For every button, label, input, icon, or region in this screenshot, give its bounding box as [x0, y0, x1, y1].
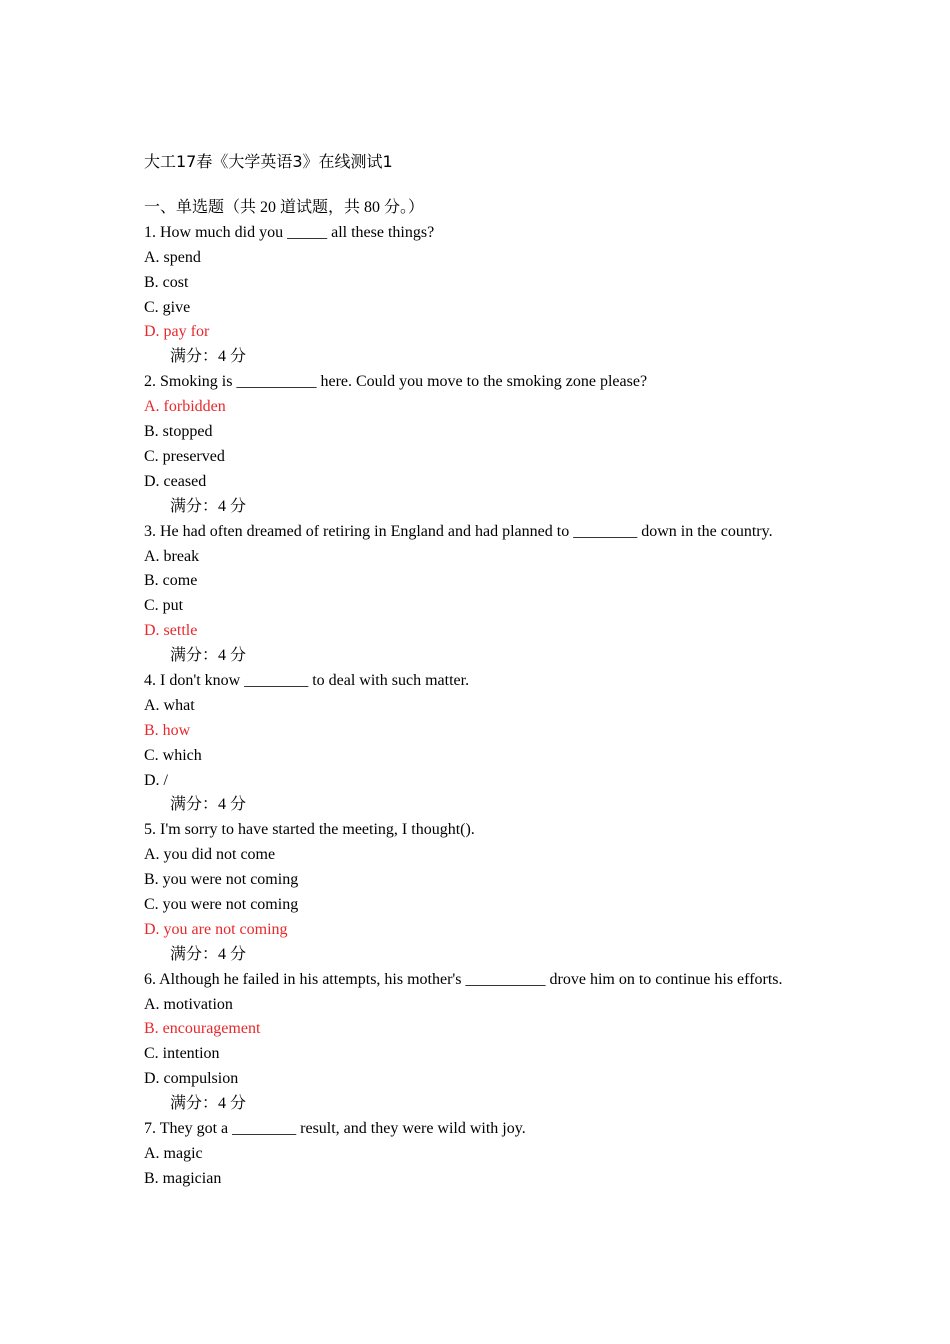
question-1 — [144, 221, 806, 370]
score-label: 满分：4 分 — [170, 1095, 247, 1113]
answer-option: D. / — [144, 771, 168, 789]
answer-option: A. break — [144, 547, 200, 565]
document-page — [144, 148, 806, 1192]
question-6 — [144, 968, 806, 1117]
question-5 — [144, 818, 806, 967]
score-label: 满分：4 分 — [170, 945, 247, 963]
question-7 — [144, 1117, 806, 1192]
document-title: 大工17春《大学英语3》在线测试1 — [144, 152, 393, 171]
score-label: 满分：4 分 — [170, 796, 247, 814]
score-label: 满分：4 分 — [170, 647, 247, 665]
answer-option: C. intention — [144, 1045, 220, 1063]
question-text: 2. Smoking is __________ here. Could you move to the smoking zone please? — [144, 373, 648, 391]
question-2 — [144, 370, 806, 519]
answer-option: B. magician — [144, 1169, 222, 1187]
answer-option: B. come — [144, 572, 198, 590]
answer-option-correct: D. pay for — [144, 323, 210, 341]
answer-option: A. motivation — [144, 995, 233, 1013]
answer-option: D. ceased — [144, 472, 207, 490]
answer-option: C. preserved — [144, 447, 225, 465]
answer-option: D. compulsion — [144, 1070, 239, 1088]
answer-option: C. you were not coming — [144, 896, 299, 914]
answer-option-correct: B. how — [144, 721, 191, 739]
question-text: 1. How much did you _____ all these things? — [144, 223, 435, 241]
question-text: 6. Although he failed in his attempts, his mother's __________ drove him on to continue his efforts. — [144, 970, 783, 988]
score-label: 满分：4 分 — [170, 497, 247, 515]
answer-option: A. you did not come — [144, 846, 276, 864]
answer-option: A. magic — [144, 1144, 203, 1162]
answer-option: C. which — [144, 746, 202, 764]
answer-option: B. you were not coming — [144, 871, 299, 889]
answer-option-correct: D. settle — [144, 622, 198, 640]
answer-option: C. give — [144, 298, 191, 316]
section-heading: 一、单选题（共 20 道试题，共 80 分。） — [144, 199, 425, 216]
question-4 — [144, 669, 806, 818]
answer-option-correct: A. forbidden — [144, 398, 226, 416]
question-3 — [144, 520, 806, 669]
answer-option: C. put — [144, 597, 184, 615]
question-list — [144, 221, 806, 1192]
question-text: 7. They got a ________ result, and they were wild with joy. — [144, 1120, 526, 1138]
answer-option-correct: D. you are not coming — [144, 920, 288, 938]
answer-option: A. what — [144, 696, 195, 714]
question-text: 3. He had often dreamed of retiring in England and had planned to ________ down in the country. — [144, 522, 773, 540]
answer-option: B. cost — [144, 273, 189, 291]
answer-option-correct: B. encouragement — [144, 1020, 261, 1038]
answer-option: B. stopped — [144, 423, 213, 441]
score-label: 满分：4 分 — [170, 348, 247, 366]
question-text: 5. I'm sorry to have started the meeting, I thought(). — [144, 821, 475, 839]
question-text: 4. I don't know ________ to deal with such matter. — [144, 671, 470, 689]
answer-option: A. spend — [144, 248, 201, 266]
